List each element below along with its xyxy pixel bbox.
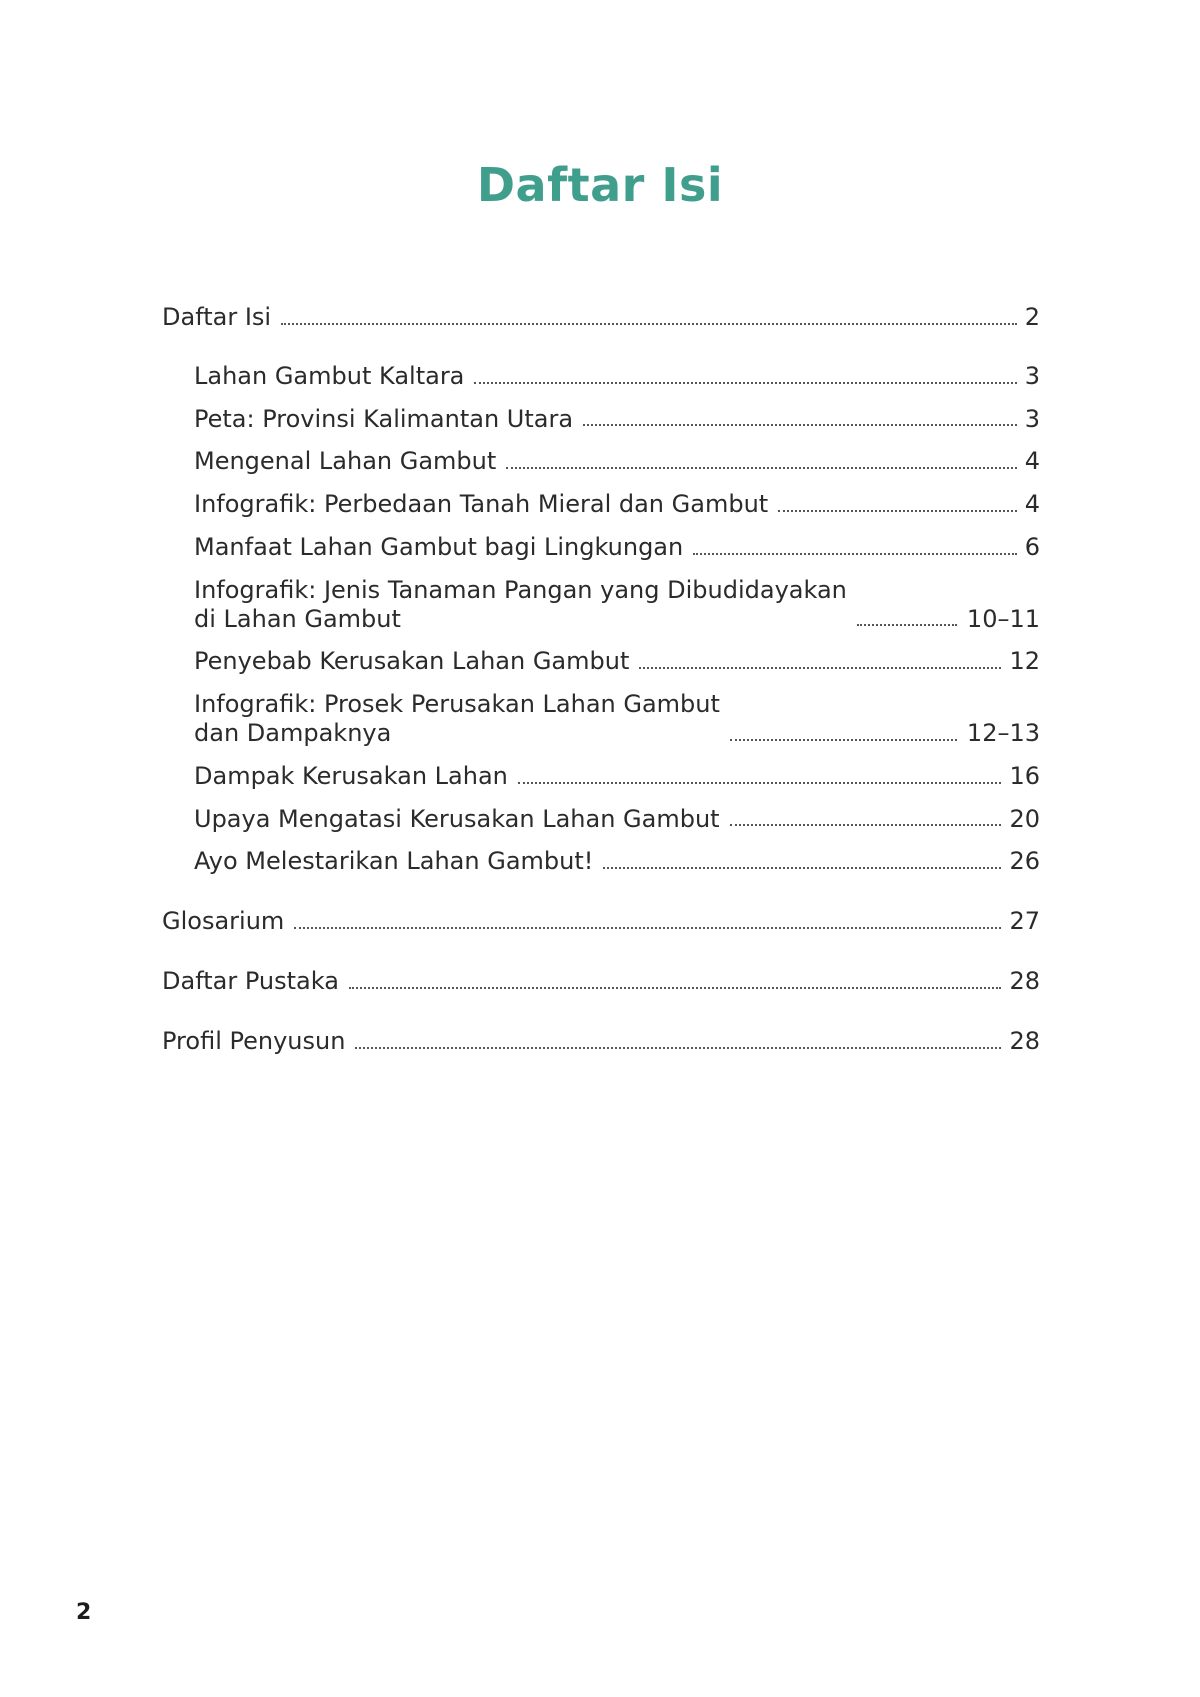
toc-entry-infografik-perbedaan-tanah[interactable]	[162, 490, 1040, 519]
toc-entry-title: Infografik: Jenis Tanaman Pangan yang Dibudidayakan di Lahan Gambut	[194, 575, 847, 633]
toc-dot-leader	[857, 624, 957, 626]
toc-entry-page: 20	[1009, 804, 1040, 833]
toc-entry-page: 3	[1024, 404, 1040, 433]
toc-entry-manfaat-lahan-gambut[interactable]	[162, 533, 1040, 562]
toc-entry-title: Manfaat Lahan Gambut bagi Lingkungan	[194, 532, 684, 561]
toc-entry-daftar-pustaka[interactable]	[162, 967, 1040, 996]
toc-dot-leader	[583, 424, 1017, 426]
toc-entry-lahan-gambut-kaltara[interactable]	[162, 362, 1040, 391]
toc-entry-title: Profil Penyusun	[162, 1026, 346, 1055]
toc-entry-title: Lahan Gambut Kaltara	[194, 361, 465, 390]
toc-entry-mengenal-lahan-gambut[interactable]	[162, 447, 1040, 476]
toc-dot-leader	[603, 867, 1001, 869]
toc-dot-leader	[518, 782, 1002, 784]
toc-entry-title: Daftar Pustaka	[162, 966, 339, 995]
page-title: Daftar Isi	[476, 158, 724, 212]
toc-entry-title: Ayo Melestarikan Lahan Gambut!	[194, 847, 594, 876]
toc-entry-title: Infografik: Prosek Perusakan Lahan Gambut dan Dampaknya	[194, 690, 720, 747]
toc-entry-dampak-kerusakan[interactable]	[162, 762, 1040, 791]
toc-entry-page: 28	[1009, 966, 1040, 995]
toc-entry-page: 16	[1009, 761, 1040, 790]
toc-entry-title: Penyebab Kerusakan Lahan Gambut	[194, 647, 630, 676]
toc-entry-page: 12–13	[966, 718, 1040, 747]
toc-entry-page: 3	[1024, 361, 1040, 390]
toc-dot-leader	[639, 667, 1001, 669]
toc-entry-title: Glosarium	[162, 907, 285, 936]
toc-entry-infografik-prosek-perusakan[interactable]	[162, 690, 1040, 748]
toc-entry-page: 28	[1009, 1026, 1040, 1055]
toc-dot-leader	[294, 927, 1001, 929]
toc-dot-leader	[474, 382, 1016, 384]
toc-dot-leader	[355, 1047, 1001, 1049]
toc-dot-leader	[506, 467, 1016, 469]
toc-entry-profil-penyusun[interactable]	[162, 1027, 1040, 1056]
toc-entry-page: 4	[1024, 447, 1040, 476]
toc-entry-ayo-melestarikan[interactable]	[162, 847, 1040, 876]
toc-dot-leader	[693, 553, 1016, 555]
table-of-contents	[162, 303, 1040, 1087]
toc-dot-leader	[281, 323, 1017, 325]
toc-entry-peta-kalimantan-utara[interactable]	[162, 405, 1040, 434]
toc-dot-leader	[349, 987, 1002, 989]
toc-entry-infografik-jenis-tanaman[interactable]	[162, 576, 1040, 634]
toc-entry-upaya-mengatasi[interactable]	[162, 805, 1040, 834]
toc-entry-title: Daftar Isi	[162, 303, 272, 331]
page-number: 2	[76, 1600, 92, 1625]
toc-entry-title: Peta: Provinsi Kalimantan Utara	[194, 404, 574, 433]
toc-entry-title: Dampak Kerusakan Lahan	[194, 761, 508, 790]
toc-entry-page: 4	[1024, 490, 1040, 519]
toc-entry-title: Upaya Mengatasi Kerusakan Lahan Gambut	[194, 804, 720, 833]
toc-entry-title: Infografik: Perbedaan Tanah Mieral dan Gambut	[194, 490, 769, 519]
toc-dot-leader	[730, 824, 1002, 826]
toc-entry-title: Mengenal Lahan Gambut	[194, 447, 497, 476]
toc-dot-leader	[730, 739, 957, 741]
toc-entry-page: 2	[1024, 303, 1040, 331]
toc-entry-glosarium[interactable]	[162, 907, 1040, 936]
toc-entry-page: 10–11	[966, 604, 1040, 633]
toc-entry-page: 27	[1009, 907, 1040, 936]
toc-entry-page: 12	[1009, 647, 1040, 676]
toc-entry-page: 6	[1024, 532, 1040, 561]
toc-entry-page: 26	[1009, 847, 1040, 876]
toc-entry-daftar-isi[interactable]	[162, 303, 1040, 332]
toc-entry-penyebab-kerusakan[interactable]	[162, 647, 1040, 676]
toc-dot-leader	[778, 510, 1017, 512]
